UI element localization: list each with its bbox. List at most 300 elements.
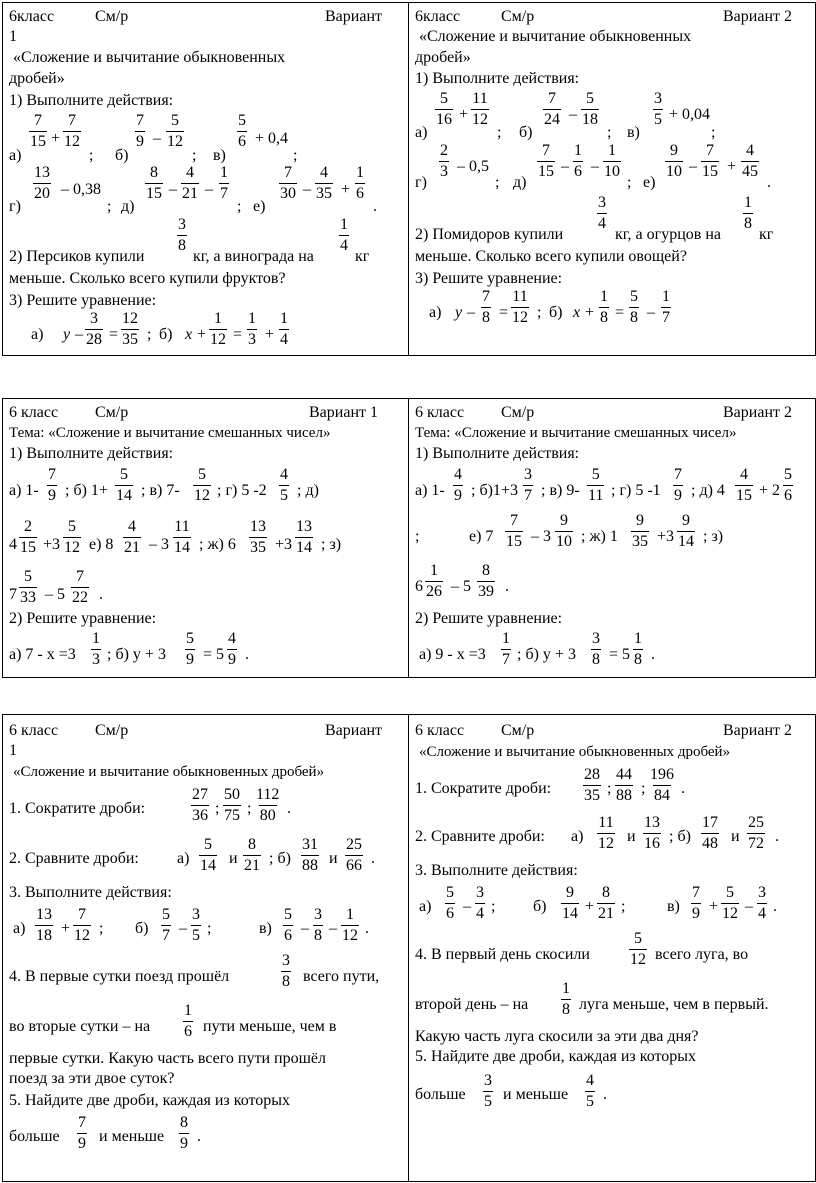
worksheet-table-2 [2,398,816,678]
fraction: 7 30 [280,164,296,202]
fraction: 5 8 [630,288,638,326]
fraction: 7 12 [74,906,90,944]
expression-term: +3 [657,528,675,545]
variant-label: Вариант 1 [309,404,378,421]
task-2-text: меньше. Сколько всего купили фруктов? [9,270,286,287]
fraction: 7 24 [544,90,560,128]
expression-term: – 3 [531,528,551,545]
fraction: 4 9 [454,466,462,504]
fraction: 1 8 [600,288,608,326]
expression-term: ; в) 9- [541,482,580,499]
topic-title: «Сложение и вычитание обыкновенных дробей» [13,764,325,780]
fraction: 1 4 [340,216,348,254]
topic-title-cont: дробей» [9,70,65,87]
minus-sign: – [301,920,309,937]
task-1-heading: 1) Выполните действия: [415,445,580,462]
plus-sign: + [727,158,737,175]
fraction: 1 6 [574,142,582,180]
fraction: 9 10 [666,142,682,180]
expression-term: ; д) [297,482,319,499]
period: . [371,850,375,867]
minus-sign: – [75,326,83,343]
expression-term: а) 7 - х =3 [9,646,76,663]
separator: ; [497,124,502,141]
plus-sign: + [585,898,595,915]
separator: ; [99,920,104,937]
task-4-text: всего луга, во [655,946,749,963]
conjunction: и [329,850,338,867]
period: . [287,800,291,817]
fraction: 8 9 [180,1114,188,1152]
variant-2-cell [409,3,815,355]
fraction: 3 5 [654,90,662,128]
fraction: 4 9 [228,630,236,668]
minus-sign: – [569,106,577,123]
task-4-text: второй день – на [415,996,529,1013]
task-3-heading: 3) Решите уравнение: [415,270,563,287]
fraction: 3 4 [476,884,484,922]
minus-sign: – [169,181,177,198]
fraction: 1 3 [92,630,100,668]
task-2-heading: 2. Сравните дроби: [415,828,545,845]
fraction: 3 4 [598,194,606,232]
task-1-heading: 1. Сократите дроби: [9,800,146,817]
equals-sign: = [499,304,509,321]
period: . [773,898,777,915]
fraction: 3 8 [592,630,600,668]
fraction: 11 12 [512,288,528,326]
grade-label: 6 класс [415,722,465,739]
task-4-text: всего пути, [303,968,380,985]
fraction: 4 35 [316,164,332,202]
period: . [603,1086,607,1103]
separator: ; [207,920,212,937]
fraction: 7 15 [702,142,718,180]
minus-sign: – [153,130,161,147]
variant-label: Вариант 2 [723,722,792,739]
variant-number: 1 [9,28,17,45]
plus-sign: + [709,898,719,915]
expression-term: ; з) [321,536,342,553]
task-4-text: поезд за эти двое суток? [9,1070,175,1087]
variant-2-cell [409,715,815,1181]
fraction: 5 6 [784,466,792,504]
expression-term: + 0,04 [669,106,711,123]
period: . [767,174,771,191]
item-v-label: в) [627,124,640,141]
item-e-label: е) [643,174,656,191]
fraction: 7 9 [78,1114,86,1152]
variable-y: y [63,326,71,343]
minus-sign: – [745,898,753,915]
task-1-heading: 1) Выполните действия: [415,70,580,87]
fraction: 13 20 [34,164,50,202]
fraction: 5 33 [20,568,36,606]
fraction: 13 35 [250,518,266,556]
period: . [373,198,377,215]
item-a-label: а) [415,124,428,141]
worksheet-table-3 [2,714,816,1182]
separator: ; [107,198,112,215]
task-1-heading: 1) Выполните действия: [9,445,174,462]
fraction: 28 35 [584,766,600,804]
topic-title: Тема: «Сложение и вычитание смешанных чисел» [415,425,737,441]
expression-term: – 5 [45,586,65,603]
topic-title: «Сложение и вычитание обыкновенных [419,28,692,45]
equals-sign: = [233,326,243,343]
task-3-heading: 3. Выполните действия: [9,884,172,901]
expression-term: ; в) 7- [141,482,180,499]
task-1-heading: 1. Сократите дроби: [415,780,552,797]
work-type-label: См/р [95,8,129,25]
eq-a-label: а) [31,326,44,343]
work-type-label: См/р [501,8,535,25]
expression-term: а) 1- [415,482,445,499]
expression-term: ; б) 1+ [65,482,108,499]
expression-term: = 5 [609,646,631,663]
task-3-heading: 3. Выполните действия: [415,862,578,879]
task-2-text: кг, а огурцов на [615,226,721,243]
work-type-label: См/р [95,722,129,739]
fraction: 8 21 [244,836,260,874]
expression-term: е) 7 [469,528,494,545]
fraction: 5 12 [64,518,80,556]
plus-sign: + [459,106,469,123]
task-5-text: больше [9,1128,60,1145]
worksheet-table-1 [2,2,816,356]
minus-sign: – [463,898,471,915]
minus-sign: – [329,920,337,937]
plus-sign: + [341,181,351,198]
fraction: 7 8 [482,288,490,326]
fraction: 5 11 [588,466,604,504]
fraction: 1 4 [280,310,288,348]
topic-title: «Сложение и вычитание обыкновенных [13,49,286,66]
item-b-label: б) [115,147,129,164]
fraction: 8 39 [478,562,494,600]
expression-term: +3 [275,536,293,553]
task-2-text: кг [355,248,370,265]
expression-term: ; б) у + 3 [517,646,576,663]
expression-term: е) 8 [89,536,114,553]
fraction: 4 21 [182,164,198,202]
expression-term: – 0,5 [457,158,489,175]
period: . [99,586,103,603]
fraction: 112 80 [256,786,280,824]
task-2-text: кг [759,226,774,243]
fraction: 31 88 [302,836,318,874]
variant-number: 1 [9,742,17,759]
fraction: 5 6 [446,884,454,922]
task-2-text: 2) Персиков купили [9,248,145,265]
eq-a-label: а) [429,304,442,321]
item-a-label: а) [9,147,22,164]
item-a-label: а) [571,828,584,845]
item-v-label: в) [213,147,226,164]
expression-term: ; ж) 1 [581,528,618,545]
separator: ; [247,800,252,817]
separator: ; [641,780,646,797]
fraction: 7 9 [692,884,700,922]
fraction: 1 8 [744,194,752,232]
fraction: 2 15 [20,518,36,556]
period: . [505,578,509,595]
fraction: 8 15 [146,164,162,202]
fraction: 1 7 [662,288,670,326]
fraction: 4 45 [742,142,758,180]
topic-title-cont: дробей» [415,49,471,66]
fraction: 1 3 [248,310,256,348]
eq-b-label: б) [159,326,173,343]
task-1-heading: 1) Выполните действия: [9,92,174,109]
fraction: 5 12 [194,466,210,504]
equals-sign: = [109,326,119,343]
task-2-text: кг, а винограда на [193,248,314,265]
minus-sign: – [591,158,599,175]
item-a-label: а) [13,920,26,937]
separator: ; [415,528,420,545]
fraction: 11 14 [174,518,190,556]
fraction: 1 12 [210,310,226,348]
fraction: 5 16 [436,90,452,128]
fraction: 5 14 [116,466,132,504]
fraction: 7 22 [72,568,88,606]
item-d-label: д) [121,198,135,215]
fraction: 5 12 [722,884,738,922]
expression-term: ; ж) 6 [199,536,236,553]
conjunction: и [627,828,636,845]
task-5-text: 5. Найдите две дроби, каждая из которых [415,1048,697,1065]
work-type-label: См/р [501,404,535,421]
topic-title: «Сложение и вычитание обыкновенных дробей» [419,744,731,760]
period: . [197,1128,201,1145]
fraction: 3 7 [524,466,532,504]
variable-y: y [455,304,463,321]
grade-label: 6 класс [9,722,59,739]
work-type-label: См/р [95,404,129,421]
task-2-heading: 2. Сравните дроби: [9,850,139,867]
fraction: 9 10 [556,512,572,550]
expression-term: 6 [415,578,423,595]
variant-label: Вариант [325,8,382,25]
variant-label: Вариант [325,722,382,739]
expression-term: ; г) 5 -1 [611,482,661,499]
task-2-heading: 2) Решите уравнение: [9,610,157,627]
variant-2-cell [409,399,815,677]
separator: ; [192,147,197,164]
expression-term: ; д) 4 [691,482,725,499]
minus-sign: – [303,181,311,198]
fraction: 11 12 [472,90,488,128]
minus-sign: – [689,158,697,175]
separator: ; [607,124,612,141]
fraction: 3 8 [314,906,322,944]
separator: ; [607,780,612,797]
fraction: 4 5 [280,466,288,504]
fraction: 1 8 [562,980,570,1018]
expression-term: + 0,4 [255,130,289,147]
period: . [775,828,779,845]
expression-term: – 0,38 [61,181,101,198]
conjunction: и [731,828,740,845]
fraction: 13 14 [296,518,312,556]
fraction: 25 66 [346,836,362,874]
fraction: 13 18 [36,906,52,944]
fraction: 9 14 [678,512,694,550]
expression-term: + 2 [759,482,781,499]
minus-sign: – [205,181,213,198]
fraction: 25 72 [748,814,764,852]
minus-sign: – [467,304,475,321]
fraction: 4 15 [736,466,752,504]
fraction: 2 3 [440,142,448,180]
task-4-text: первые сутки. Какую часть всего пути прошёл [9,1050,326,1067]
grade-label: 6класс [415,8,461,25]
fraction: 5 12 [167,112,183,150]
minus-sign: – [647,304,655,321]
fraction: 7 15 [30,112,46,150]
topic-title: Тема: «Сложение и вычитание смешанных чисел» [9,425,331,441]
plus-sign: + [51,130,61,147]
fraction: 5 12 [630,930,646,968]
variant-label: Вариант 2 [723,404,792,421]
task-2-text: меньше. Сколько всего купили овощей? [415,248,687,265]
grade-label: 6 класс [415,404,465,421]
task-2-text: 2) Помидоров купили [415,226,564,243]
expression-term: +3 [43,536,61,553]
grade-label: 6класс [9,8,55,25]
separator: ; [147,326,152,343]
fraction: 5 18 [582,90,598,128]
expression-term: а) 1- [9,482,39,499]
fraction: 5 7 [162,906,170,944]
fraction: 1 7 [220,164,228,202]
separator: ; [495,174,500,191]
expression-term: ; г) 5 -2 [217,482,267,499]
fraction: 13 16 [644,814,660,852]
conjunction: и [229,850,238,867]
fraction: 3 8 [178,216,186,254]
expression-term: а) 9 - х =3 [419,646,486,663]
minus-sign: – [561,158,569,175]
separator: ; [293,147,298,164]
expression-term: 7 [9,586,17,603]
fraction: 50 75 [224,786,240,824]
fraction: 1 26 [426,562,442,600]
fraction: 1 12 [342,906,358,944]
item-b-label: б) [519,124,533,141]
expression-term: ; б) у + 3 [107,646,166,663]
fraction: 5 14 [200,836,216,874]
item-g-label: г) [9,198,21,215]
item-b-label: б) [135,920,149,937]
task-4-text: Какую часть луга скосили за эти два дня? [415,1028,699,1045]
fraction: 3 4 [758,884,766,922]
fraction: 11 12 [598,814,614,852]
fraction: 12 35 [122,310,138,348]
separator: ; [491,898,496,915]
plus-sign: + [585,304,595,321]
task-4-text: во вторые сутки – на [9,1018,151,1035]
variant-1-cell [3,399,409,677]
item-a-label: а) [177,850,190,867]
item-v-label: в) [259,920,272,937]
item-v-label: в) [667,898,680,915]
plus-sign: + [197,326,207,343]
variant-1-cell [3,3,409,355]
variable-x: x [185,326,193,343]
item-e-label: е) [253,198,266,215]
expression-term: ; б) [669,828,691,845]
work-type-label: См/р [501,722,535,739]
period: . [245,646,249,663]
period: . [365,920,369,937]
separator: ; [215,800,220,817]
fraction: 5 6 [284,906,292,944]
fraction: 7 15 [506,512,522,550]
separator: ; [537,304,542,321]
fraction: 7 9 [674,466,682,504]
fraction: 3 28 [86,310,102,348]
fraction: 4 5 [586,1072,594,1110]
fraction: 5 9 [186,630,194,668]
fraction: 1 8 [634,630,642,668]
grade-label: 6 класс [9,404,59,421]
fraction: 4 21 [124,518,140,556]
task-5-text: и меньше [99,1128,165,1145]
fraction: 8 21 [598,884,614,922]
fraction: 1 6 [356,164,364,202]
variant-label: Вариант 2 [723,8,792,25]
variable-x: x [573,304,581,321]
minus-sign: – [179,920,187,937]
expression-term: ; б)1+3 [471,482,518,499]
item-a-label: а) [419,898,432,915]
plus-sign: + [61,920,71,937]
fraction: 196 84 [650,766,674,804]
fraction: 17 48 [702,814,718,852]
task-2-heading: 2) Решите уравнение: [415,610,563,627]
fraction: 1 6 [184,1002,192,1040]
task-4-text: луга меньше, чем в первый. [579,996,769,1013]
expression-term: ; з) [703,528,724,545]
expression-term: 4 [9,536,17,553]
fraction: 44 88 [616,766,632,804]
separator: ; [237,198,242,215]
fraction: 7 12 [64,112,80,150]
fraction: 7 9 [48,466,56,504]
task-5-text: 5. Найдите две дроби, каждая из которых [9,1092,291,1109]
fraction: 3 5 [484,1072,492,1110]
separator: ; [621,898,626,915]
variant-1-cell [3,715,409,1181]
fraction: 5 6 [238,112,246,150]
task-4-text: 4. В первый день скосили [415,946,590,963]
equals-sign: = [615,304,625,321]
separator: ; [627,174,632,191]
task-4-text: 4. В первые сутки поезд прошёл [9,968,230,985]
fraction: 1 10 [604,142,620,180]
expression-term: – 3 [149,536,169,553]
expression-term: – 5 [451,578,471,595]
fraction: 27 36 [192,786,208,824]
eq-b-label: б) [549,304,563,321]
separator: ; [89,147,94,164]
period: . [651,646,655,663]
task-5-text: и меньше [503,1086,569,1103]
separator: ; [711,124,716,141]
expression-term: = 5 [203,646,225,663]
